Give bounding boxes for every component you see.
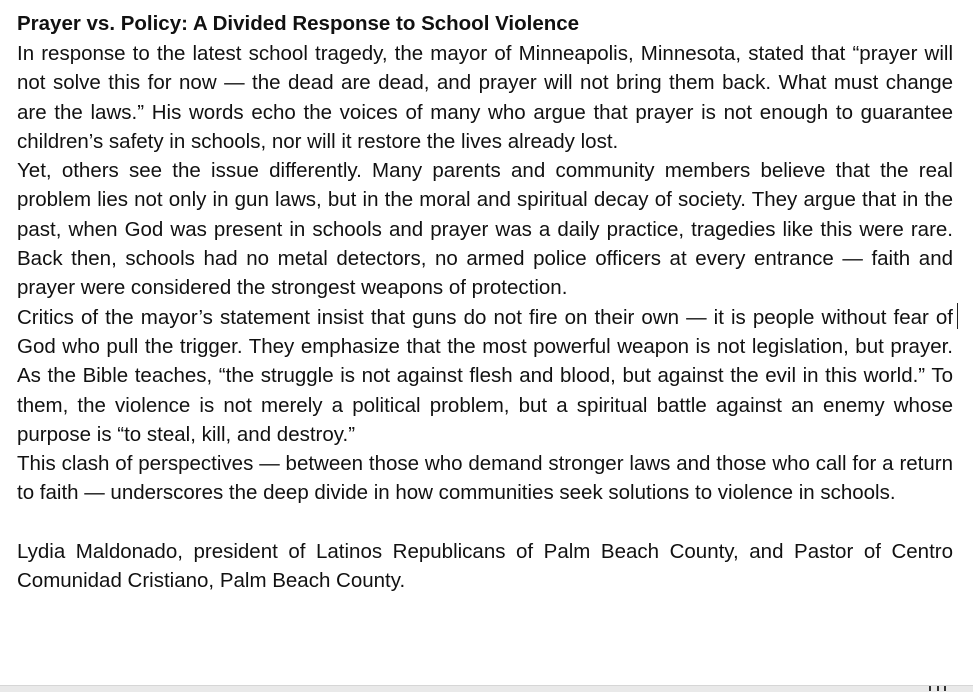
document-body [17, 8, 953, 595]
document-title: Prayer vs. Policy: A Divided Response to School Violence [17, 12, 580, 35]
resize-grip-icon[interactable] [928, 686, 948, 691]
paragraph-2: Yet, others see the issue differently. Many parents and community members believe that the real problem lies not only in gun laws, but in the moral and spiritual decay of society. They argue that in the past, when God was present in schools and prayer was a daily practice, tragedies like this were rare. Back then, schools had no metal detectors, no armed police officers at every entrance — faith and prayer were considered the strongest weapons of protection. [17, 159, 953, 300]
paragraph-4: This clash of perspectives — between those who demand stronger laws and those who call for a return to faith — underscores the deep divide in how communities seek solutions to violence in schools. [17, 452, 953, 505]
paragraph-1: In response to the latest school tragedy, the mayor of Minneapolis, Minnesota, stated that “prayer will not solve this for now — the dead are dead, and prayer will not bring them back. What must change are the laws.” His words echo the voices of many who argue that prayer is not enough to guarantee children’s safety in schools, nor will it restore the lives already lost. [17, 42, 953, 153]
paragraph-3: Critics of the mayor’s statement insist that guns do not fire on their own — it is people without fear of God who pull the trigger. They emphasize that the most powerful weapon is not legislation, but prayer. As the Bible teaches, “the struggle is not against flesh and blood, but against the evil in this world.” To them, the violence is not merely a political problem, but a spiritual battle against an enemy whose purpose is “to steal, kill, and destroy.” [17, 305, 953, 446]
blank-line [17, 508, 953, 537]
author-signature: Lydia Maldonado, president of Latinos Republicans of Palm Beach County, and Pastor of Centro Comunidad Cristiano, Palm Beach County. [17, 539, 953, 593]
text-cursor [957, 303, 958, 329]
